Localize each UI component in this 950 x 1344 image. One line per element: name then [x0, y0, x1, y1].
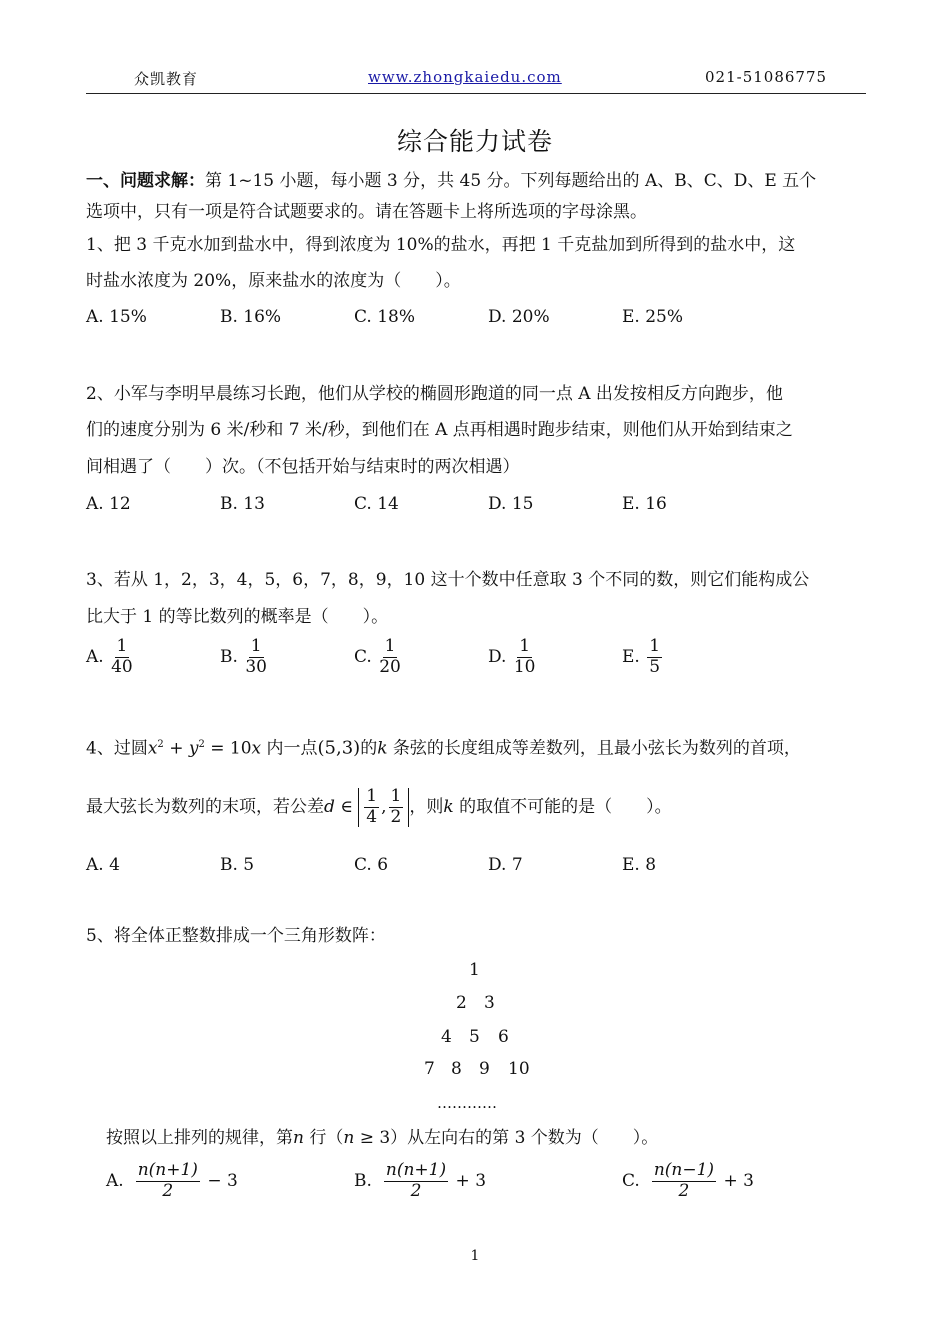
- triangle-cell: 8: [451, 1059, 462, 1079]
- triangle-cell: 4: [441, 1027, 452, 1047]
- triangle-cell: 7: [424, 1059, 435, 1079]
- q3-option-d-label: D.: [488, 646, 507, 667]
- q3-option-b-label: B.: [220, 646, 238, 667]
- q3-option-e-fraction: $\frac{1}{5}$: [649, 636, 661, 677]
- q5-option-b-fraction: $\frac{n(n+1)}{2}$: [385, 1160, 447, 1201]
- q4-line2: 最大弦长为数列的末项，若公差d ∈ $\frac{1}{4}$ , $\frac{1}{2}$ ，则k 的取值不可能的是（ ）。: [86, 786, 672, 827]
- q5-option-c-label: C.: [622, 1170, 640, 1191]
- header-phone: 021-51086775: [705, 68, 828, 86]
- q3-option-c-fraction: $\frac{1}{20}$: [379, 636, 401, 677]
- triangle-cell: 1: [469, 960, 480, 980]
- header-org-name: 众凯教育: [134, 70, 199, 88]
- q1-option-a[interactable]: A. 15%: [86, 307, 147, 327]
- q3-option-a-fraction: $\frac{1}{40}$: [111, 636, 133, 677]
- q2-option-c[interactable]: C. 14: [354, 494, 399, 514]
- triangle-cell: 9: [479, 1059, 490, 1079]
- q4-option-d[interactable]: D. 7: [488, 855, 523, 875]
- q3-option-c-label: C.: [354, 646, 372, 667]
- q3-line1: 3、若从 1，2，3，4，5，6，7，8，9，10 这十个数中任意取 3 个不同的数，则它们能构成公: [86, 570, 810, 590]
- q4-option-a[interactable]: A. 4: [86, 855, 120, 875]
- q2-option-d[interactable]: D. 15: [488, 494, 534, 514]
- q2-line1: 2、小军与李明早晨练习长跑，他们从学校的椭圆形跑道的同一点 A 出发按相反方向跑步，他: [86, 384, 783, 404]
- q2-option-e[interactable]: E. 16: [622, 494, 667, 514]
- section-intro-line2: 选项中，只有一项是符合试题要求的。请在答题卡上将所选项的字母涂黑。: [86, 202, 647, 222]
- q5-option-b-label: B.: [354, 1170, 372, 1191]
- q3-option-b[interactable]: [220, 638, 269, 677]
- q4-option-e[interactable]: E. 8: [622, 855, 657, 875]
- q4-point: (5,3): [317, 737, 361, 759]
- triangle-ellipsis: …………: [437, 1094, 497, 1112]
- triangle-cell: 6: [498, 1027, 509, 1047]
- page-title: 综合能力试卷: [396, 127, 553, 156]
- q4-option-b[interactable]: B. 5: [220, 855, 255, 875]
- q2-option-b[interactable]: B. 13: [220, 494, 265, 514]
- q5-stem: 按照以上排列的规律，第n 行（n ≥ 3）从左向右的第 3 个数为（ ）。: [106, 1128, 659, 1148]
- q1-line2: 时盐水浓度为 20%，原来盐水的浓度为（ ）。: [86, 271, 461, 291]
- q2-line2: 们的速度分别为 6 米/秒和 7 米/秒，到他们在 A 点再相遇时跑步结束，则他们从开始到结束之: [86, 420, 793, 440]
- q5-option-a-label: A.: [106, 1170, 124, 1191]
- q3-option-d[interactable]: [488, 638, 537, 677]
- section-intro-text: 第 1~15 小题，每小题 3 分，共 45 分。下列每题给出的 A、B、C、D、E 五个: [205, 171, 817, 191]
- q5-option-b[interactable]: B. $\frac{n(n+1)}{2}$ + 3: [354, 1160, 487, 1201]
- page-number: 1: [470, 1248, 480, 1264]
- q5-option-a[interactable]: A. $\frac{n(n+1)}{2}$ − 3: [106, 1160, 238, 1201]
- q3-option-e-label: E.: [622, 646, 640, 667]
- q3-option-e[interactable]: [622, 638, 664, 677]
- q1-line1: 1、把 3 千克水加到盐水中，得到浓度为 10%的盐水，再把 1 千克盐加到所得到的盐水中，这: [86, 235, 796, 255]
- q1-option-b[interactable]: B. 16%: [220, 307, 282, 327]
- triangle-cell: 3: [484, 993, 495, 1013]
- triangle-cell: 5: [469, 1027, 480, 1047]
- q5-option-c-fraction: $\frac{n(n-1)}{2}$: [653, 1160, 715, 1201]
- q5-option-c[interactable]: C. $\frac{n(n-1)}{2}$ + 3: [622, 1160, 754, 1201]
- triangle-cell: 10: [508, 1059, 530, 1079]
- q3-option-c[interactable]: [354, 638, 403, 677]
- q2-option-a[interactable]: A. 12: [86, 494, 131, 514]
- q4-interval: $\frac{1}{4}$ , $\frac{1}{2}$: [358, 788, 409, 827]
- q5-option-a-fraction: $\frac{n(n+1)}{2}$: [137, 1160, 198, 1201]
- q3-option-a-label: A.: [86, 646, 104, 667]
- q1-option-e[interactable]: E. 25%: [622, 307, 684, 327]
- triangle-cell: 2: [456, 993, 467, 1013]
- q1-option-d[interactable]: D. 20%: [488, 307, 550, 327]
- header-divider: [86, 93, 866, 94]
- q1-option-c[interactable]: C. 18%: [354, 307, 415, 327]
- q3-option-b-fraction: $\frac{1}{30}$: [245, 636, 267, 677]
- q4-line1: 4、过圆$x^2 + y^2 = 10x$ 内一点(5,3)的k 条弦的长度组成等差数列，且最小弦长为数列的首项，: [86, 737, 801, 759]
- q3-option-a[interactable]: [86, 638, 135, 677]
- q4-option-c[interactable]: C. 6: [354, 855, 389, 875]
- header-website-link[interactable]: www.zhongkaiedu.com: [368, 68, 562, 86]
- section-intro-line1: [86, 170, 816, 192]
- q5-line1: 5、将全体正整数排成一个三角形数阵：: [86, 926, 386, 946]
- q2-line3: 间相遇了（ ）次。（不包括开始与结束时的两次相遇）: [86, 457, 520, 477]
- q3-option-d-fraction: $\frac{1}{10}$: [513, 636, 536, 677]
- section-heading: 一、问题求解：: [86, 171, 205, 191]
- q3-line2: 比大于 1 的等比数列的概率是（ ）。: [86, 607, 389, 627]
